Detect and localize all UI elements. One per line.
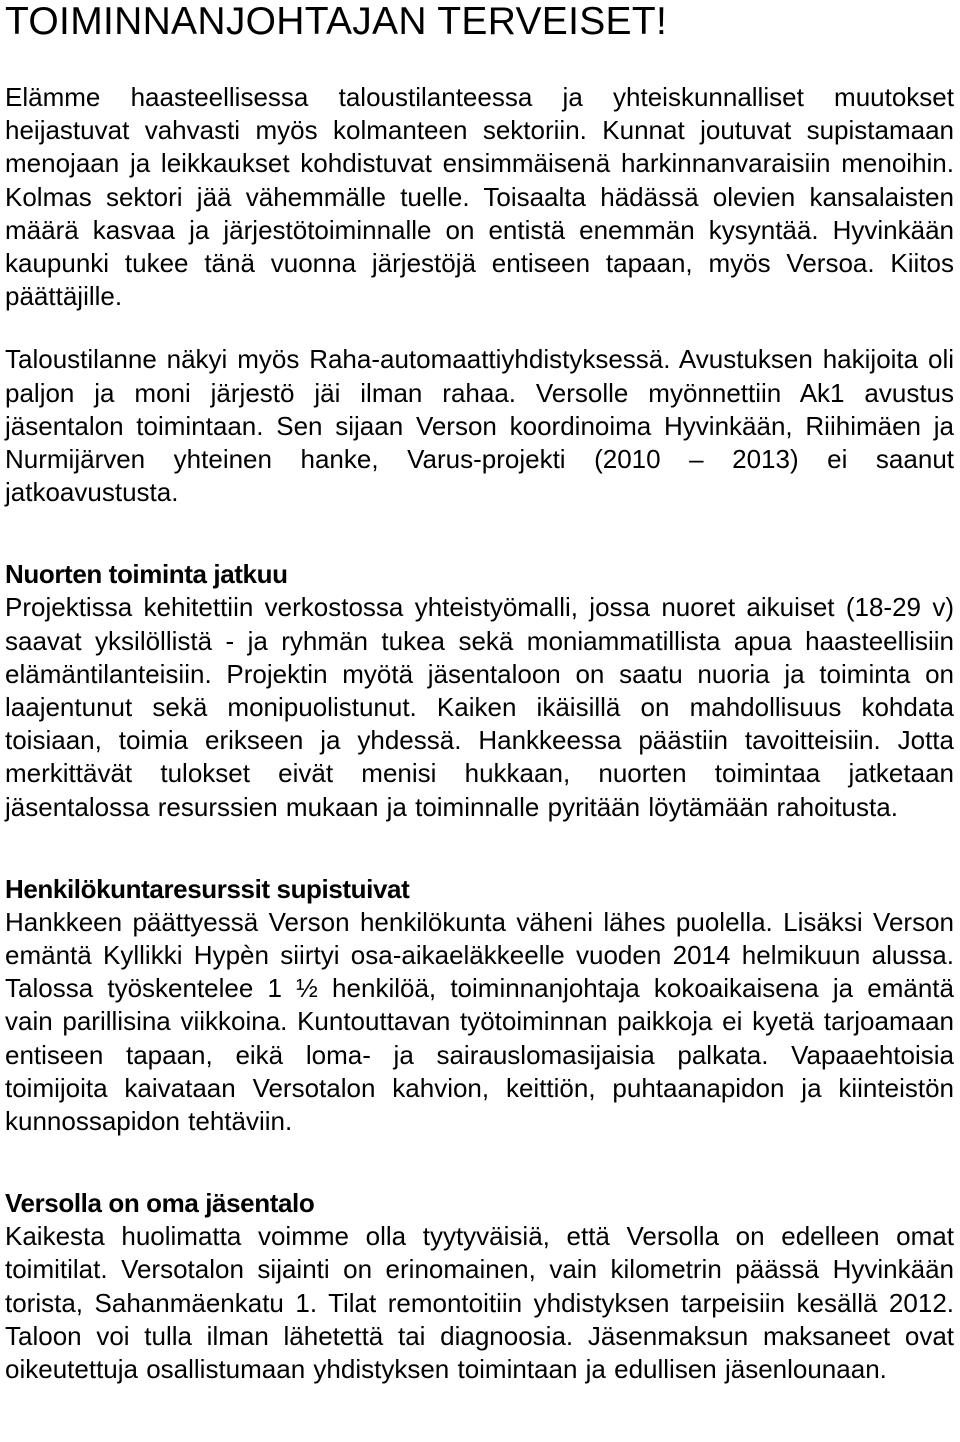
section-heading-jasentalo: Versolla on oma jäsentalo (5, 1188, 315, 1219)
section-body-jasentalo: Kaikesta huolimatta voimme olla tyytyväisiä, että Versolla on edelleen omat toimitilat. Versotalon sijainti on erinomainen, vain kilometrin päässä Hyvinkään torista, Sahanmäenkatu 1. Tilat remontoitiin yhdistyksen tarpeisiin kesällä 2012. Taloon voi tulla ilman lähetettä tai diagnoosia. Jäsenmaksun maksaneet ovat oikeutettuja osallistumaan yhdistyksen toimintaan ja edullisen jäsenlounaan. (5, 1221, 954, 1385)
intro-paragraph-2: Taloustilanne näkyi myös Raha-automaattiyhdistyksessä. Avustuksen hakijoita oli paljon ja moni järjestö jäi ilman rahaa. Versolle myönnettiin Ak1 avustus jäsentalon toimintaan. Sen sijaan Verson koordinoima Hyvinkään, Riihimäen ja Nurmijärven yhteinen hanke, Varus-projekti (2010 – 2013) ei saanut jatkoavustusta. (5, 344, 954, 508)
intro-paragraph-1: Elämme haasteellisessa taloustilanteessa ja yhteiskunnalliset muutokset heijastuvat vahvasti myös kolmanteen sektoriin. Kunnat joutuvat supistamaan menojaan ja leikkaukset kohdistuvat ensimmäisenä harkinnanvaraisiin menoihin. Kolmas sektori jää vähemmälle tuelle. Toisaalta hädässä olevien kansalaisten määrä kasvaa ja järjestötoiminnalle on entistä enemmän kysyntää. Hyvinkään kaupunki tukee tänä vuonna järjestöjä entiseen tapaan, myös Versoa. Kiitos päättäjille. (5, 82, 954, 312)
section-heading-henkilokuntaresurssit: Henkilökuntaresurssit supistuivat (5, 873, 410, 904)
page-title: TOIMINNANJOHTAJAN TERVEISET! (5, 0, 668, 43)
section-body-henkilokuntaresurssit: Hankkeen päättyessä Verson henkilökunta väheni lähes puolella. Lisäksi Verson emäntä Kyllikki Hypèn siirtyi osa-aikaeläkkeelle vuoden 2014 helmikuun alussa. Talossa työskentelee 1 ½ henkilöä, toiminnanjohtaja kokoaikaisena ja emäntä vain parillisina viikkoina. Kuntouttavan työtoiminnan paikkoja ei kyetä tarjoamaan entiseen tapaan, eikä loma- ja sairauslomasijaisia palkata. Vapaaehtoisia toimijoita kaivataan Versotalon kahvion, keittiön, puhtaanapidon ja kiinteistön kunnossapidon tehtäviin. (5, 906, 954, 1137)
section-body-nuorten-toiminta: Projektissa kehitettiin verkostossa yhteistyömalli, jossa nuoret aikuiset (18-29 v) saavat yksilöllistä - ja ryhmän tukea sekä moniammatillista apua haasteellisiin elämäntilanteisiin. Projektin myötä jäsentaloon on saatu nuoria ja toiminta on laajentunut sekä monipuolistunut. Kaiken ikäisillä on mahdollisuus kohdata toisiaan, toimia erikseen ja yhdessä. Hankkeessa päästiin tavoitteisiin. Jotta merkittävät tulokset eivät menisi hukkaan, nuorten toimintaa jatketaan jäsentalossa resurssien mukaan ja toiminnalle pyritään löytämään rahoitusta. (5, 592, 954, 822)
section-heading-nuorten-toiminta: Nuorten toiminta jatkuu (5, 559, 288, 590)
